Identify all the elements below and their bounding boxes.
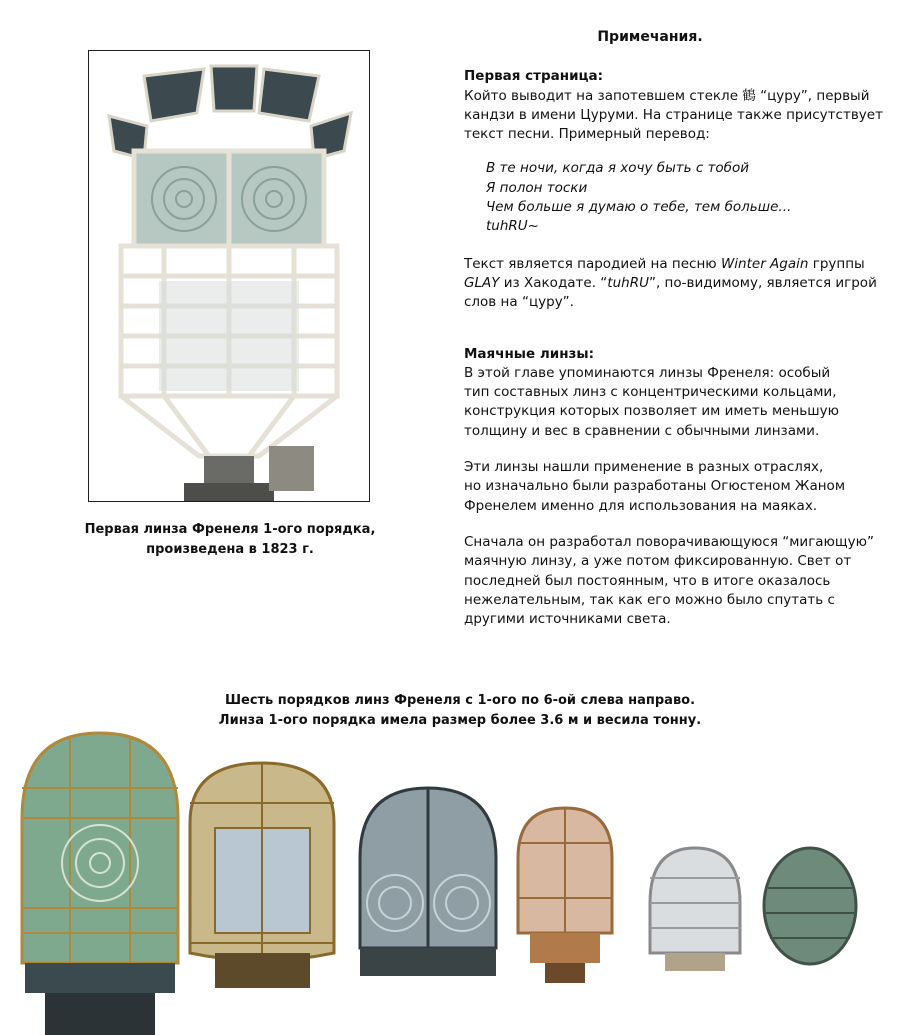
lens-orders-caption-line2: Линза 1-ого порядка имела размер более 3.6 м и весила тонну. bbox=[218, 713, 702, 728]
poem-line: tuhRU~ bbox=[486, 218, 539, 235]
song-translation bbox=[486, 159, 884, 236]
band-name: GLAY bbox=[464, 274, 500, 291]
lens-order-5 bbox=[650, 848, 740, 971]
lens-orders-caption-line1: Шесть порядков линз Френеля с 1-ого по 6-ой слева направо. bbox=[224, 693, 696, 708]
lens-order-6 bbox=[764, 848, 856, 964]
parody-line: слов на “цуру”. bbox=[464, 294, 574, 311]
song-title: Winter Again bbox=[720, 255, 809, 272]
six-lens-orders-illustration bbox=[0, 728, 900, 1035]
section-first-page-heading: Первая страница: bbox=[464, 68, 604, 85]
section2-line: тип составных линз с концентрическими кольцами, bbox=[464, 384, 837, 401]
lens-order-2 bbox=[190, 763, 334, 988]
poem-line: Я полон тоски bbox=[486, 179, 588, 196]
section2-line: Эти линзы нашли применение в разных отраслях, bbox=[464, 459, 824, 476]
lens-order-1 bbox=[22, 733, 178, 1035]
section2-line: маячную линзу, а уже потом фиксированную. Свет от bbox=[464, 553, 852, 570]
section2-line: но изначально были разработаны Огюстеном Жаном bbox=[464, 478, 845, 495]
notes-title: Примечания. bbox=[597, 29, 703, 45]
section2-line: В этой главе упоминаются линзы Френеля: особый bbox=[464, 364, 831, 381]
first-lens-caption-line1: Первая линза Френеля 1-ого порядка, bbox=[84, 522, 376, 537]
section2-line: последней был постоянным, что в итоге оказалось bbox=[464, 572, 831, 589]
lens-order-3 bbox=[360, 788, 496, 976]
section1-line: текст песни. Примерный перевод: bbox=[464, 126, 710, 143]
section2-line: конструкция которых позволяет им иметь меньшую bbox=[464, 403, 839, 420]
section1-line: Който выводит на запотевшем стекле 鶴 “цуру”, первый bbox=[464, 87, 870, 104]
parody-line: Текст является пародией на песню Winter Again группы bbox=[464, 255, 865, 272]
pun-word: tuhRU bbox=[607, 274, 649, 291]
lens-orders-caption bbox=[0, 691, 900, 731]
section2-line: другими источниками света. bbox=[464, 611, 671, 628]
first-lens-photo bbox=[88, 50, 370, 502]
first-lens-caption-line2: произведена в 1823 г. bbox=[146, 542, 314, 557]
section1-line: кандзи в имени Цуруми. На странице также присутствует bbox=[464, 106, 883, 123]
section2-line: нежелательным, так как его можно было спутать с bbox=[464, 591, 835, 608]
parody-line: GLAY из Хакодате. “tuhRU”, по-видимому, является игрой bbox=[464, 274, 877, 291]
notes-panel bbox=[464, 28, 884, 629]
section2-line: Френелем именно для использования на маяках. bbox=[464, 497, 818, 514]
first-lens-caption bbox=[60, 520, 400, 560]
section2-line: Сначала он разработал поворачивающуюся “мигающую” bbox=[464, 533, 874, 550]
lens-order-4 bbox=[518, 808, 612, 983]
section-lighthouse-lenses-heading: Маячные линзы: bbox=[464, 345, 594, 362]
first-lens-illustration bbox=[89, 51, 369, 501]
section2-line: толщину и вес в сравнении с обычными линзами. bbox=[464, 422, 820, 439]
poem-line: Чем больше я думаю о тебе, тем больше... bbox=[486, 199, 792, 216]
poem-line: В те ночи, когда я хочу быть с тобой bbox=[486, 160, 750, 177]
